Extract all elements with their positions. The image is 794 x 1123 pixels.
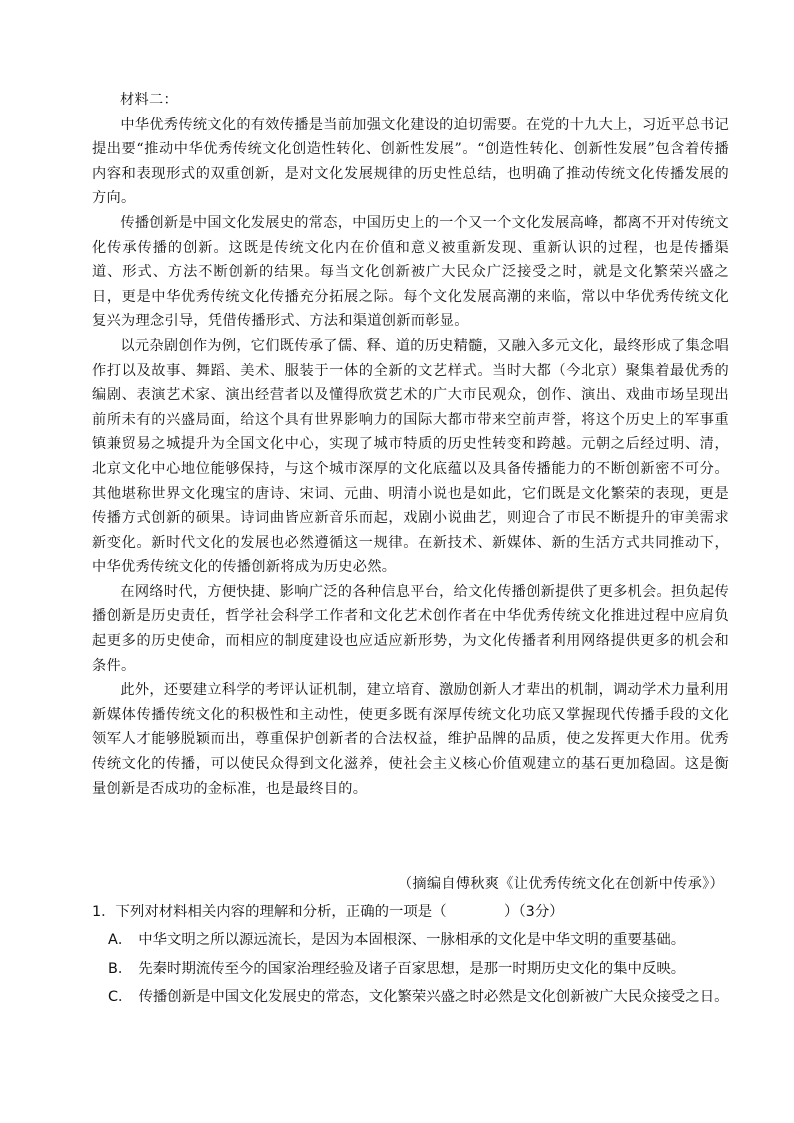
option-a[interactable] xyxy=(92,926,732,954)
source-attribution: （摘编自傅秋爽《让优秀传统文化在创新中传承》） xyxy=(397,876,724,892)
option-c[interactable] xyxy=(92,983,732,1011)
passage-paragraph-5: 此外，还要建立科学的考评认证机制，建立培育、激励创新人才辈出的机制，调动学术力量利用新媒体传播传统文化的积极性和主动性，使更多既有深厚传统文化功底又掌握现代传播手段的文化领军人才能够脱颖而出，尊重保护创新者的合法权益，维护品牌的品质，使之发挥更大作用。优秀传统文化的传播，可以使民众得到文化滋养，使社会主义核心价值观建立的基石更加稳固。这是衡量创新是否成功的金标准，也是最终目的。 xyxy=(92,682,729,797)
option-label: C． xyxy=(108,989,133,1006)
passage-paragraph-1: 中华优秀传统文化的有效传播是当前加强文化建设的迫切需要。在党的十九大上，习近平总书记提出要“推动中华优秀传统文化创造性转化、创新性发展”。“创造性转化、创新性发展”包含着传播内容和表现形式的双重创新，是对文化发展规律的历史性总结，也明确了推动传统文化传播发展的方向。 xyxy=(92,116,729,207)
question-1 xyxy=(92,898,732,1012)
passage-paragraph-3: 以元杂剧创作为例，它们既传承了儒、释、道的历史精髓，又融入多元文化，最终形成了集念唱作打以及故事、舞蹈、美术、服装于一体的全新的文艺样式。当时大都（今北京）聚集着最优秀的编剧、表演艺术家、演出经营者以及懂得欣赏艺术的广大市民观众，创作、演出、戏曲市场呈现出前所未有的兴盛局面，给这个具有世界影响力的国际大都市带来空前声誉，将这个历史上的军事重镇兼贸易之城提升为全国文化中心，实现了城市特质的历史性转变和跨越。元朝之后经过明、清，北京文化中心地位能够保持，与这个城市深厚的文化底蕴以及具备传播能力的不断创新密不可分。其他堪称世界文化瑰宝的唐诗、宋词、元曲、明清小说也是如此，它们既是文化繁荣的表现，更是传播方式创新的硕果。诗词曲皆应新音乐而起，戏剧小说曲艺，则迎合了市民不断提升的审美需求新变化。新时代文化的发展也必然遵循这一规律。在新技术、新媒体、新的生活方式共同推动下，中华优秀传统文化的传播创新将成为历史必然。 xyxy=(92,337,729,576)
option-text: 先秦时期流传至今的国家治理经验及诸子百家思想，是那一时期历史文化的集中反映。 xyxy=(138,960,686,977)
option-text: 传播创新是中国文化发展史的常态，文化繁荣兴盛之时必然是文化创新被广大民众接受之日。 xyxy=(138,989,729,1006)
reading-passage xyxy=(92,88,729,801)
passage-heading: 材料二： xyxy=(120,92,178,108)
option-text: 中华文明之所以源远流长，是因为本固根深、一脉相承的文化是中华文明的重要基础。 xyxy=(138,932,686,949)
option-label: A． xyxy=(108,932,133,949)
option-b[interactable] xyxy=(92,955,732,983)
passage-paragraph-4: 在网络时代，方便快捷、影响广泛的各种信息平台，给文化传播创新提供了更多机会。担负起传播创新是历史责任，哲学社会科学工作者和文化艺术创作者在中华优秀传统文化推进过程中应肩负起更多的历史使命，而相应的制度建设也应适应新形势，为文化传播者利用网络提供更多的机会和条件。 xyxy=(92,583,729,674)
option-label: B． xyxy=(108,960,133,977)
passage-paragraph-2: 传播创新是中国文化发展史的常态，中国历史上的一个又一个文化发展高峰，都离不开对传统文化传承传播的创新。这既是传统文化内在价值和意义被重新发现、重新认识的过程，也是传播渠道、形式、方法不断创新的结果。每当文化创新被广大民众广泛接受之时，就是文化繁荣兴盛之日，更是中华优秀传统文化传播充分拓展之际。每个文化发展高潮的来临，常以中华优秀传统文化复兴为理念引导，凭借传播形式、方法和渠道创新而彰显。 xyxy=(92,214,729,330)
question-stem: 1．下列对材料相关内容的理解和分析，正确的一项是（ ）（3分） xyxy=(92,904,564,920)
